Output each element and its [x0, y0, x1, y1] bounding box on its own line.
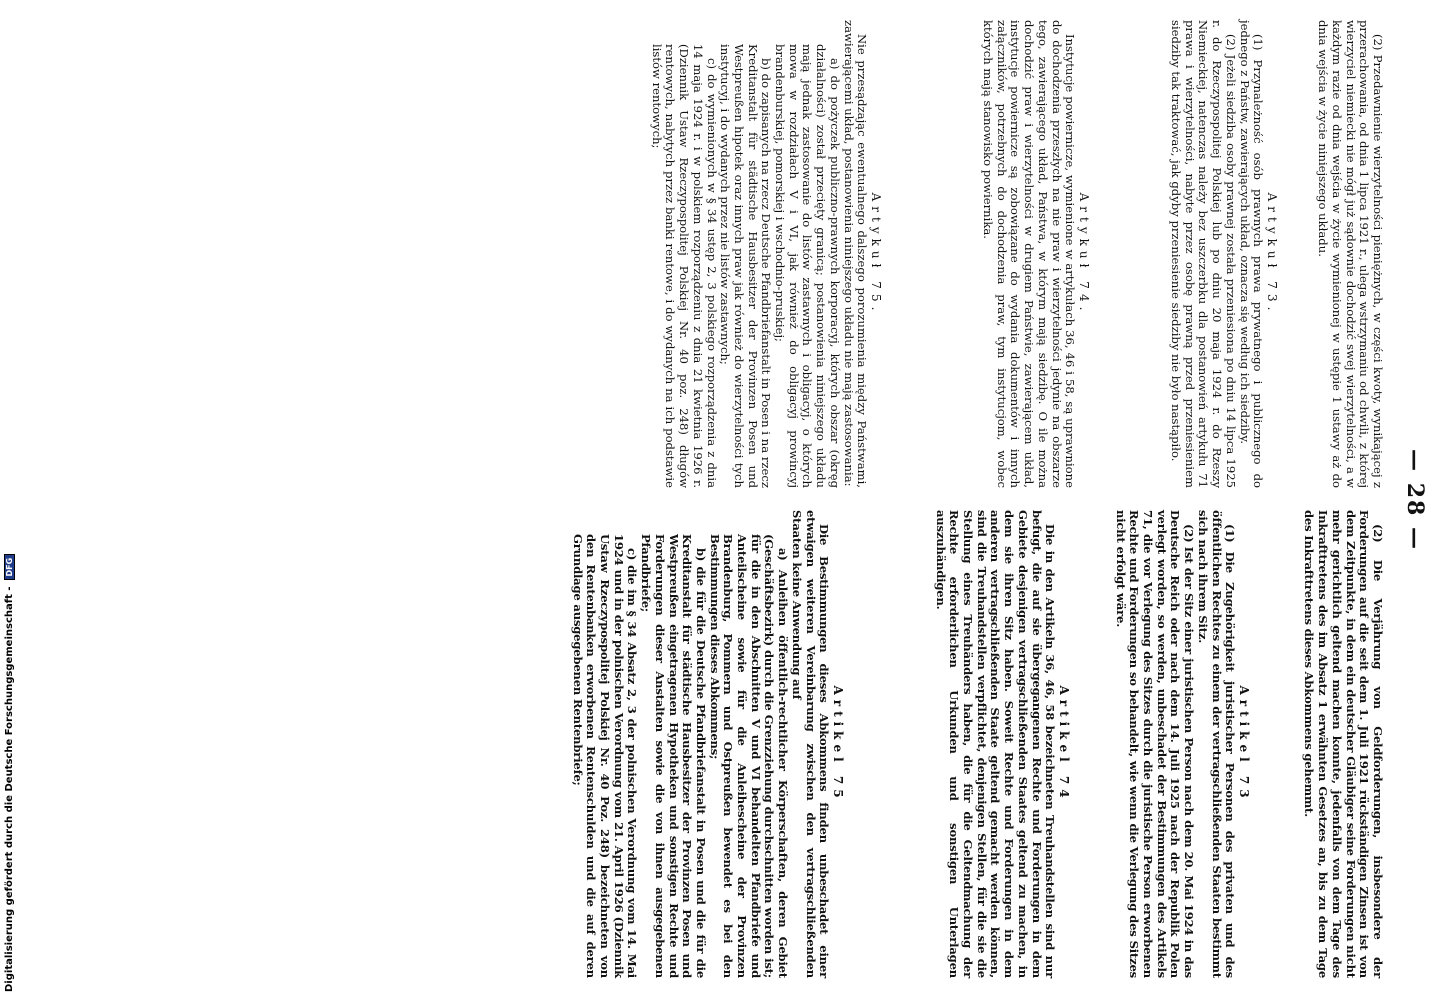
- polish-article-74: [980, 20, 1090, 488]
- polish-paragraph: Nie przesądzając ewentualnego dalszego porozumienia między Państwami, zawierającemi układ, postanowienia niniejszego układu nie mają zastosowania:: [841, 20, 870, 488]
- german-list-item: b) die für die Deutsche Pfandbriefanstalt in Posen und die für die Kreditanstalt für städtische Hausbesitzer der Provinzen Posen und Westpreußen eingetragenen Hypotheken und sonstigen Rechte und Forderungen dieser Anstalten sowie die von ihnen ausgegebenen Pfandbriefe;: [639, 534, 708, 978]
- digitization-credit-text: Digitalisierung gefördert durch die Deutsche Forschungsgemeinschaft -: [3, 586, 15, 992]
- polish-article-73: [1168, 20, 1278, 488]
- german-list-item: c) die im § 34 Absatz 2, 3 der polnischen Verordnung vom 14. Mai 1924 und in der polnischen Verordnung vom 21. April 1926 (Dziennik Ustaw Rzeczypospolitej Polskiej Nr. 40 Poz. 248) bezeichneten von den Rentenbanken erworbenen Rentenschulden und die auf deren Grundlage ausgegebenen Rentenbriefe;: [570, 534, 640, 978]
- german-article-75: [570, 510, 844, 978]
- polish-article-73-heading: Artykuł 73.: [1265, 192, 1279, 316]
- german-article-73: [1113, 510, 1250, 978]
- polish-paragraph: (2) Przedawnienie wierzytelności pieniężnych, w części kwoty, wynikającej z przerachowania, od dnia 1 lipca 1921 r., ulega wstrzymaniu od chwili, z której wierzyciel niemiecki nie mógł już sądownie dochodzić swej wierzytelności, a w każdym razie od dnia wejścia w życie wymienionej w ustępie 1 ustawy aż do dnia wejścia w życie niniejszego układu.: [1316, 20, 1385, 488]
- polish-paragraph: Instytucje powiernicze, wymienione w artykułach 36, 46 i 58, są uprawnione do dochodzenia przeszłych na nie praw i wierzytelności jedynie na obszarze tego, zawierającego układ, Państwa, w którym mają siedzibę. O ile można dochodzić praw i wierzytelności w drugiem Państwie, zawierającem układ, instytucje powiernicze są zobowiązane do wydania dokumentów i innych załączników, potrzebnych do dochodzenia praw, tym instytucjom, wobec których mają stanowisko powiernika.: [981, 20, 1078, 488]
- polish-column: [1315, 20, 1384, 488]
- german-paragraph: (2) Die Verjährung von Geldforderungen, insbesondere der Forderungen auf die seit dem 1. Juli 1921 rückständigen Zinsen ist von dem Zeitpunkte, in dem ein deutscher Gläubiger seine Forderungen nicht mehr gerichtlich geltend machen konnte, jedenfalls von dem Tage des Inkrafttretens des im Absatz 1 erwähnten Gesetzes an, bis zu dem Tage des Inkrafttretens dieses Abkommens gehemmt.: [1302, 510, 1385, 978]
- german-article-75-heading: Artikel 75: [831, 685, 845, 803]
- polish-list-item: a) do pożyczek publiczno-prawnych korporacyj, których obszar (okręg działalności) został przecięty granicą; postanowienia niniejszego układu mają jednak zastosowanie do listów zastawnych i obligacyj, o których mowa w rozdziałach V i VI, jak również do obligacyj prowincyj brandenburskiej, pomorskiej i wschodnio-pruskiej;: [773, 44, 842, 488]
- polish-list-item: c) do wymienionych w § 34 ustęp 2, 3 polskiego rozporządzenia z dnia 14 maja 1924 r. i w polskiem rozporządzeniu z dnia 21 kwietnia 1926 r. (Dziennik Ustaw Rzeczypospolitej Polskiej Nr. 40 poz. 248) długów rentowych, nabytych przez banki rentowe, i do wydanych na ich podstawie listów rentowych;: [649, 44, 719, 488]
- german-paragraph: Die in den Artikeln 36, 46, 58 bezeichneten Treuhandstellen sind nur befugt, die auf sie übergegangenen Rechte und Forderungen in dem Gebiete desjenigen vertragschließenden Staates geltend zu machen, in dem sie ihren Sitz haben. Soweit Rechte und Forderungen in dem anderen vertragschließenden Staate geltend gemacht werden können, sind die Treuhandstellen verpflichtet, denjenigen Stellen, für die sie die Stellung eines Treuhänders haben, die für die Geltendmachung der Rechte erforderlichen Urkunden und sonstigen Unterlagen auszuhändigen.: [933, 510, 1058, 978]
- polish-list-item: b) do zapisanych na rzecz Deutsche Pfandbriefanstalt in Posen i na rzecz Kreditanstalt für städtische Hausbesitzer der Provinzen Posen und Westpreußen hipotek oraz innych praw jak również do wierzytelności tych instytucyj, i do wydanych przez nie listów zastawnych;: [718, 44, 774, 488]
- german-article-74: [933, 510, 1070, 978]
- dfg-logo: DFG: [4, 554, 15, 581]
- polish-article-75-heading: Artykuł 75.: [869, 192, 883, 316]
- digitization-credit: [2, 0, 16, 1000]
- polish-paragraph: (1) Przynależność osób prawnych prawa prywatnego i publicznego do jednego z Państw, zawierających układ, oznacza się według ich siedziby.: [1237, 20, 1266, 488]
- german-list-item: a) Anleihen öffentlich-rechtlicher Körperschaften, deren Gebiet (Geschäftsbezirk) durch die Grenzziehung durchschnitten worden ist; für die in den Abschnitten V und VI behandelten Pfandbriefe und Anteilscheine sowie für die Anleihescheine der Provinzen Brandenburg, Pommern und Ostpreußen bewendet es bei den Bestimmungen dieses Abkommens;: [707, 534, 791, 978]
- german-paragraph: (1) Die Zugehörigkeit juristischer Personen des privaten und des öffentlichen Rechtes zu einem der vertragschließenden Staaten bestimmt sich nach ihrem Sitz.: [1195, 510, 1238, 978]
- page-number: — 28 —: [1402, 449, 1428, 551]
- german-article-74-heading: Artikel 74: [1057, 685, 1071, 803]
- german-column: [1302, 510, 1384, 978]
- polish-article-75: [649, 20, 882, 488]
- german-paragraph: Die Bestimmungen dieses Abkommens finden unbeschadet einer etwaigen weiteren Vereinbarung zwischen den vertragschließenden Staaten keine Anwendung auf: [789, 510, 832, 978]
- polish-article-74-heading: Artykuł 74.: [1077, 192, 1091, 316]
- german-paragraph: (2) Ist der Sitz einer juristischen Person nach dem 20. Mai 1924 in das Deutsche Reich oder nach dem 14. Juli 1925 nach der Republik Polen verlegt worden, so werden, unbeschadet der Bestimmungen des Artikels 71, die vor Verlegung des Sitzes durch die juristische Person erworbenen Rechte und Forderungen so behandelt, wie wenn die Verlegung des Sitzes nicht erfolgt wäre.: [1113, 510, 1197, 978]
- german-article-73-heading: Artikel 73: [1237, 685, 1251, 803]
- polish-paragraph: (2) Jeżeli siedziba osoby prawnej została przeniesiona po dniu 14 lipca 1925 r. do Rzeczypospolitej Polskiej lub po dniu 20 maja 1924 r. do Rzeszy Niemieckiej, natenczas należy bez uszczerbku dla postanowień artykułu 71 prawa i wierzytelności, nabyte przez osobę prawną przed przeniesieniem siedziby tak traktować, jak gdyby przeniesienie siedziby nie było nastąpiło.: [1169, 20, 1238, 488]
